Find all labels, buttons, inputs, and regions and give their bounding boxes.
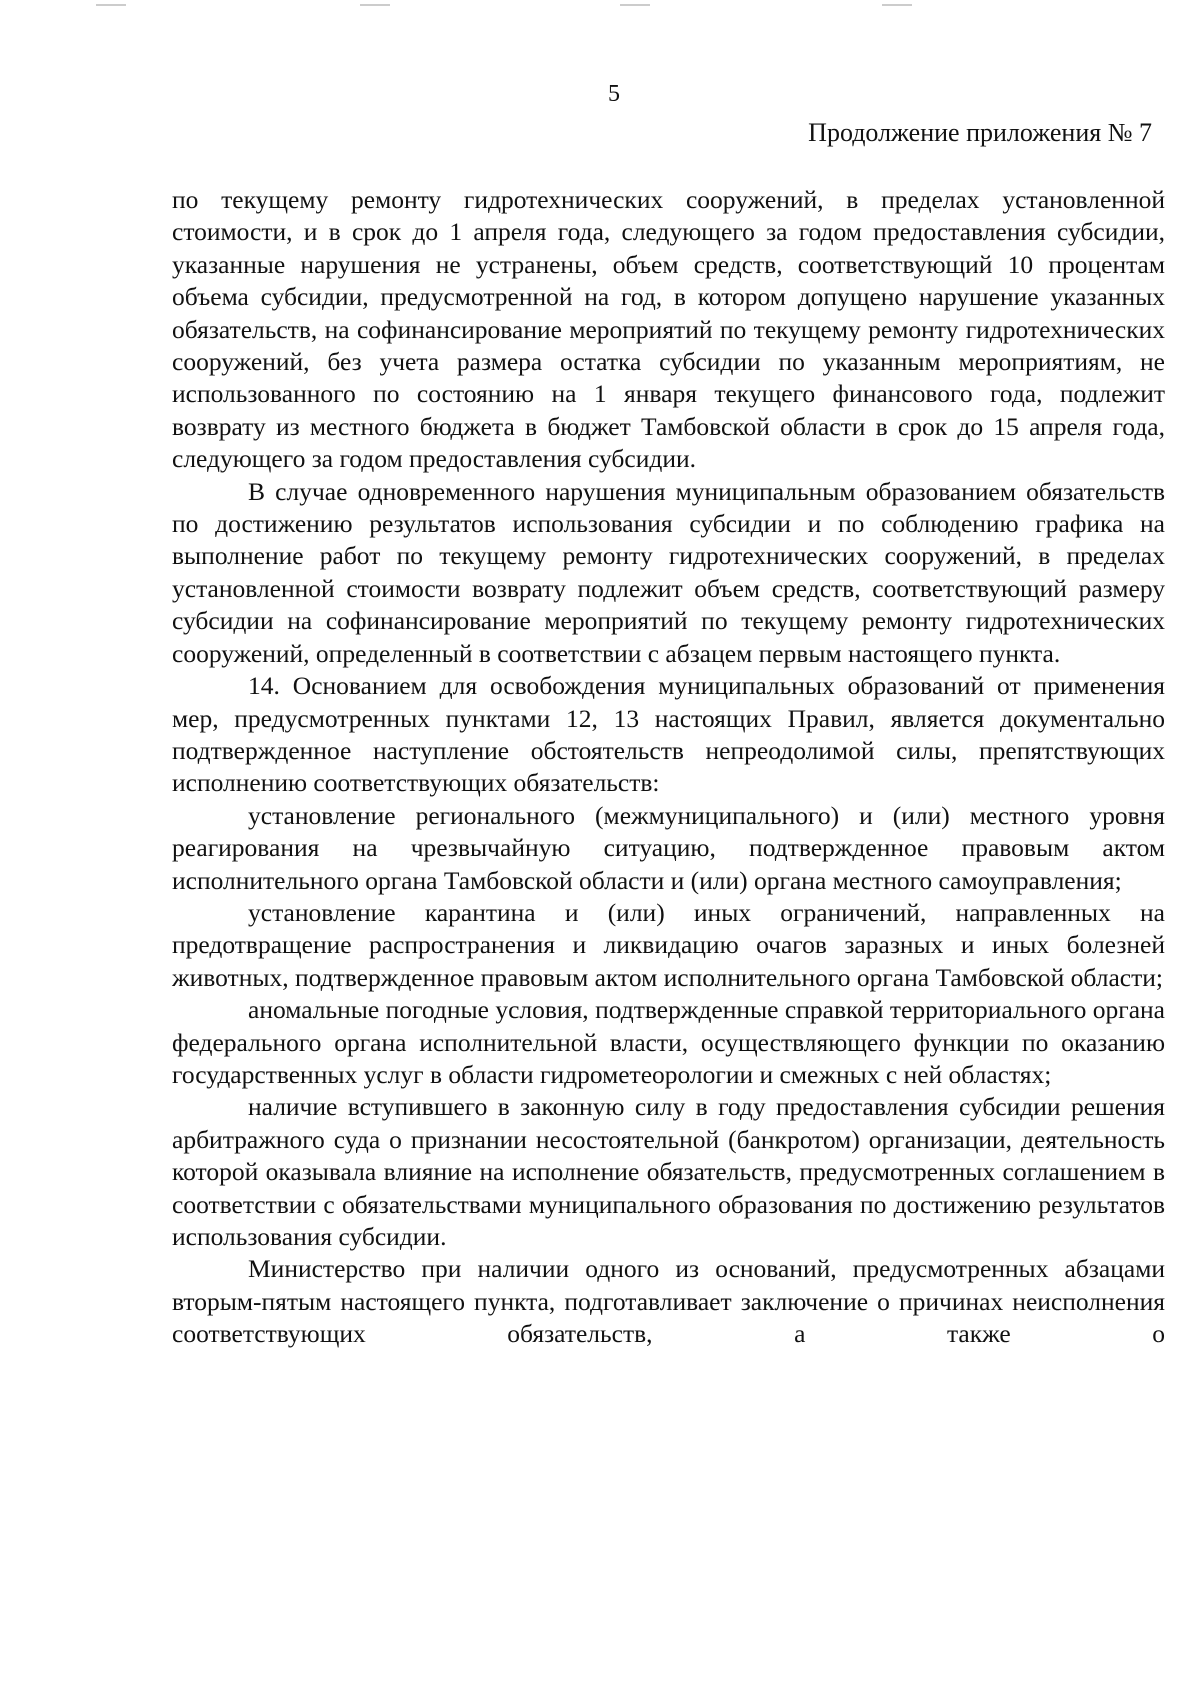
scan-mark bbox=[620, 4, 650, 6]
annex-header: Продолжение приложения № 7 bbox=[808, 118, 1152, 147]
paragraph: установление регионального (межмуниципального) и (или) местного уровня реагирования на чрезвычайную ситуацию, подтвержденное правовым актом исполнительного органа Тамбовской области и (или) органа местного самоуправления; bbox=[172, 800, 1165, 895]
paragraph: 14. Основанием для освобождения муниципальных образований от применения мер, предусмотренных пунктами 12, 13 настоящих Правил, является документально подтвержденное наступление обстоятельств непреодолимой силы, препятствующих исполнению соответствующих обязательств: bbox=[172, 671, 1165, 798]
paragraph: В случае одновременного нарушения муниципальным образованием обязательств по достижению результатов использования субсидии и по соблюдению графика на выполнение работ по текущему ремонту гидротехнических сооружений, в пределах установленной стоимости возврату подлежит объем средств, соответствующий размеру субсидии на софинансирование мероприятий по текущему ремонту гидротехнических сооружений, определенный в соответствии с абзацем первым настоящего пункта. bbox=[172, 476, 1165, 668]
scan-mark bbox=[360, 4, 390, 6]
paragraph: установление карантина и (или) иных ограничений, направленных на предотвращение распространения и ликвидацию очагов заразных и иных болезней животных, подтвержденное правовым актом исполнительного органа Тамбовской области; bbox=[172, 897, 1165, 992]
paragraph: наличие вступившего в законную силу в году предоставления субсидии решения арбитражного суда о признании несостоятельной (банкротом) организации, деятельность которой оказывала влияние на исполнение обязательств, предусмотренных соглашением в соответствии с обязательствами муниципального образования по достижению результатов использования субсидии. bbox=[172, 1092, 1165, 1251]
page-number: 5 bbox=[608, 81, 620, 107]
scan-mark bbox=[96, 4, 126, 6]
document-body bbox=[172, 184, 1165, 1351]
paragraph: по текущему ремонту гидротехнических сооружений, в пределах установленной стоимости, и в срок до 1 апреля года, следующего за годом предоставления субсидии, указанные нарушения не устранены, объем средств, соответствующий 10 процентам объема субсидии, предусмотренной на год, в котором допущено нарушение указанных обязательств, на софинансирование мероприятий по текущему ремонту гидротехнических сооружений, без учета размера остатка субсидии по указанным мероприятиям, не использованного по состоянию на 1 января текущего финансового года, подлежит возврату из местного бюджета в бюджет Тамбовской области в срок до 15 апреля года, следующего за годом предоставления субсидии. bbox=[172, 185, 1165, 474]
paragraph: Министерство при наличии одного из оснований, предусмотренных абзацами вторым-пятым настоящего пункта, подготавливает заключение о причинах неисполнения соответствующих обязательств, а также о bbox=[172, 1254, 1165, 1349]
scan-mark bbox=[882, 4, 912, 6]
paragraph: аномальные погодные условия, подтвержденные справкой территориального органа федерального органа исполнительной власти, осуществляющего функции по оказанию государственных услуг в области гидрометеорологии и смежных с ней областях; bbox=[172, 995, 1165, 1089]
